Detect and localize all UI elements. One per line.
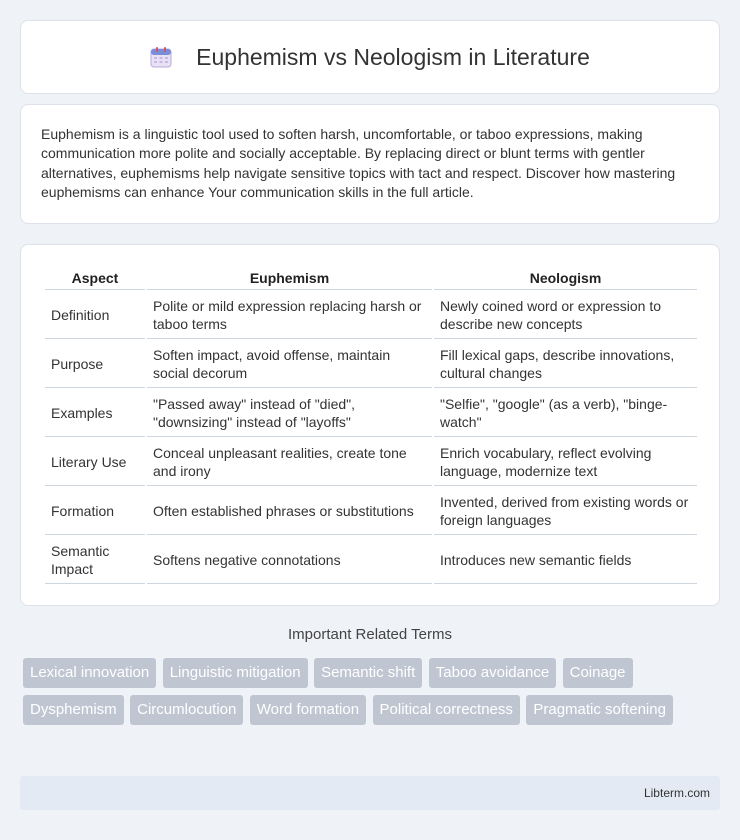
title-card	[20, 20, 720, 94]
table-header-row	[45, 267, 697, 290]
footer-site-link[interactable]: Libterm.com	[643, 786, 710, 800]
euphemism-cell: Often established phrases or substitutions	[147, 488, 432, 535]
intro-text: Euphemism is a linguistic tool used to soften harsh, uncomfortable, or taboo expressions, making communication more polite and socially acceptable. By replacing direct or blunt terms with gentler alternatives, euphemisms help navigate sensitive topics with tact and respect. Discover how mastering euphemisms can enhance Your communication skills in the full article.	[41, 126, 676, 201]
comparison-table-card	[20, 244, 720, 606]
neologism-cell: Invented, derived from existing words or foreign languages	[434, 488, 697, 535]
related-term-tag[interactable]: Linguistic mitigation	[163, 658, 308, 688]
euphemism-cell: "Passed away" instead of "died", "downsizing" instead of "layoffs"	[147, 390, 432, 437]
table-row	[45, 292, 697, 339]
table-row	[45, 341, 697, 388]
table-row	[45, 439, 697, 486]
related-term-tag[interactable]: Taboo avoidance	[429, 658, 556, 688]
related-term-tag[interactable]: Circumlocution	[130, 695, 243, 725]
related-terms-heading: Important Related Terms	[288, 626, 452, 643]
table-row	[45, 390, 697, 437]
related-term-tag[interactable]: Coinage	[563, 658, 633, 688]
neologism-cell: Newly coined word or expression to describe new concepts	[434, 292, 697, 339]
aspect-cell: Literary Use	[45, 439, 145, 486]
table-row	[45, 537, 697, 584]
euphemism-cell: Softens negative connotations	[147, 537, 432, 584]
related-term-tag[interactable]: Political correctness	[373, 695, 520, 725]
page-title: Euphemism vs Neologism in Literature	[196, 43, 590, 70]
aspect-cell: Examples	[45, 390, 145, 437]
neologism-cell: Fill lexical gaps, describe innovations, cultural changes	[434, 341, 697, 388]
related-term-tag[interactable]: Semantic shift	[314, 658, 422, 688]
footer	[20, 776, 720, 810]
calendar-icon	[150, 46, 172, 68]
euphemism-cell: Polite or mild expression replacing harsh or taboo terms	[147, 292, 432, 339]
neologism-cell: Enrich vocabulary, reflect evolving language, modernize text	[434, 439, 697, 486]
related-term-tag[interactable]: Pragmatic softening	[526, 695, 673, 725]
neologism-cell: Introduces new semantic fields	[434, 537, 697, 584]
intro-card	[20, 104, 720, 224]
related-terms-list	[23, 658, 723, 732]
related-term-tag[interactable]: Lexical innovation	[23, 658, 156, 688]
related-term-tag[interactable]: Dysphemism	[23, 695, 124, 725]
aspect-cell: Semantic Impact	[45, 537, 145, 584]
aspect-cell: Purpose	[45, 341, 145, 388]
comparison-table	[43, 265, 699, 586]
table-row	[45, 488, 697, 535]
related-term-tag[interactable]: Word formation	[250, 695, 366, 725]
column-header-aspect: Aspect	[45, 267, 145, 290]
euphemism-cell: Soften impact, avoid offense, maintain social decorum	[147, 341, 432, 388]
column-header-euphemism: Euphemism	[147, 267, 432, 290]
euphemism-cell: Conceal unpleasant realities, create tone and irony	[147, 439, 432, 486]
neologism-cell: "Selfie", "google" (as a verb), "binge-watch"	[434, 390, 697, 437]
column-header-neologism: Neologism	[434, 267, 697, 290]
aspect-cell: Definition	[45, 292, 145, 339]
aspect-cell: Formation	[45, 488, 145, 535]
